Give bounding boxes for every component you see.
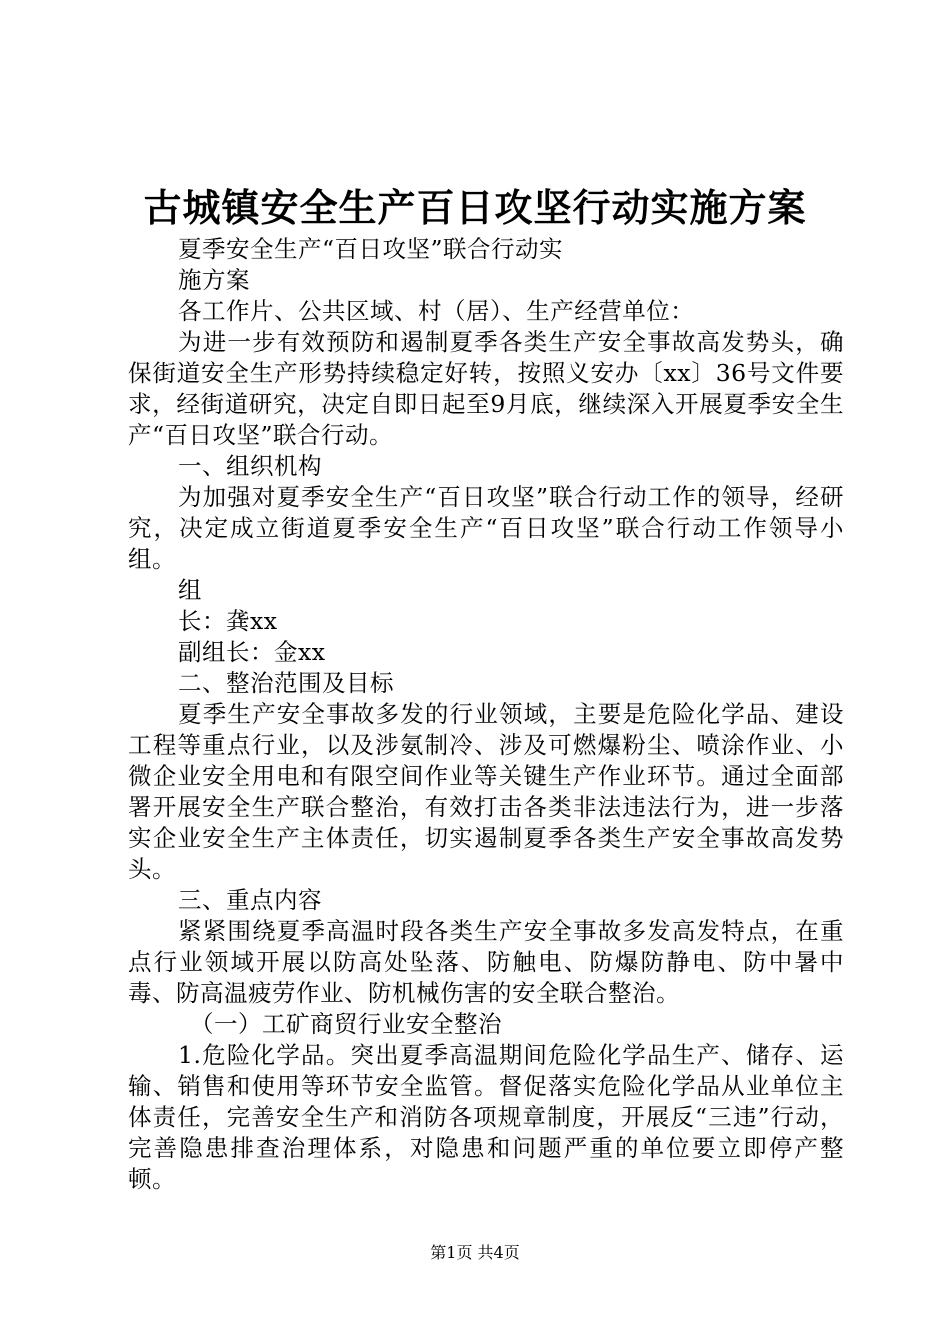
scope-paragraph: 夏季生产安全事故多发的行业领域，主要是危险化学品、建设工程等重点行业，以及涉氨制冷、涉及可燃爆粉尘、喷涂作业、小微企业安全用电和有限空间作业等关键生产作业环节。通过全面部署开展安全生产联合整治，有效打击各类非法违法行为，进一步落实企业安全生产主体责任，切实遏制夏季各类生产安全事故高发势头。 [128,700,844,883]
addressee: 各工作片、公共区域、村（居）、生产经营单位： [178,297,695,325]
hazardous-chemicals-paragraph: 1.危险化学品。突出夏季高温期间危险化学品生产、储存、运输、销售和使用等环节安全监管。督促落实危险化学品从业单位主体责任，完善安全生产和消防各项规章制度，开展反“三违”行动，完善隐患排查治理体系，对隐患和问题严重的单位要立即停产整顿。 [128,1041,844,1193]
subsection-heading-industry: （一）工矿商贸行业安全整治 [190,1010,502,1038]
page-footer: 第1页 共4页 [430,1243,520,1262]
document-body [128,234,844,1195]
deputy-leader: 副组长：金xx [178,638,326,666]
intro-paragraph: 为进一步有效预防和遏制夏季各类生产安全事故高发势头，确保街道安全生产形势持续稳定好转，按照义安办〔xx〕36号文件要求，经街道研究，决定自即日起至9月底，继续深入开展夏季安全生产“百日攻坚”联合行动。 [128,328,844,449]
subtitle-line-2: 施方案 [178,266,250,294]
organization-paragraph: 为加强对夏季安全生产“百日攻坚”联合行动工作的领导，经研究，决定成立街道夏季安全生产“百日攻坚”联合行动工作领导小组。 [128,483,844,573]
key-content-paragraph: 紧紧围绕夏季高温时段各类生产安全事故多发高发特点，在重点行业领域开展以防高处坠落、防触电、防爆防静电、防中暑中毒、防高温疲劳作业、防机械伤害的安全联合整治。 [128,917,844,1007]
subtitle-line-1: 夏季安全生产“百日攻坚”联合行动实 [178,235,564,263]
document-title: 古城镇安全生产百日攻坚行动实施方案 [143,185,807,230]
section-heading-organization: 一、组织机构 [178,452,322,480]
section-heading-scope: 二、整治范围及目标 [178,669,394,697]
leader-label-part-1: 组 [178,576,202,604]
section-heading-key-content: 三、重点内容 [178,886,322,914]
leader-label-part-2: 长：龚xx [178,607,278,635]
